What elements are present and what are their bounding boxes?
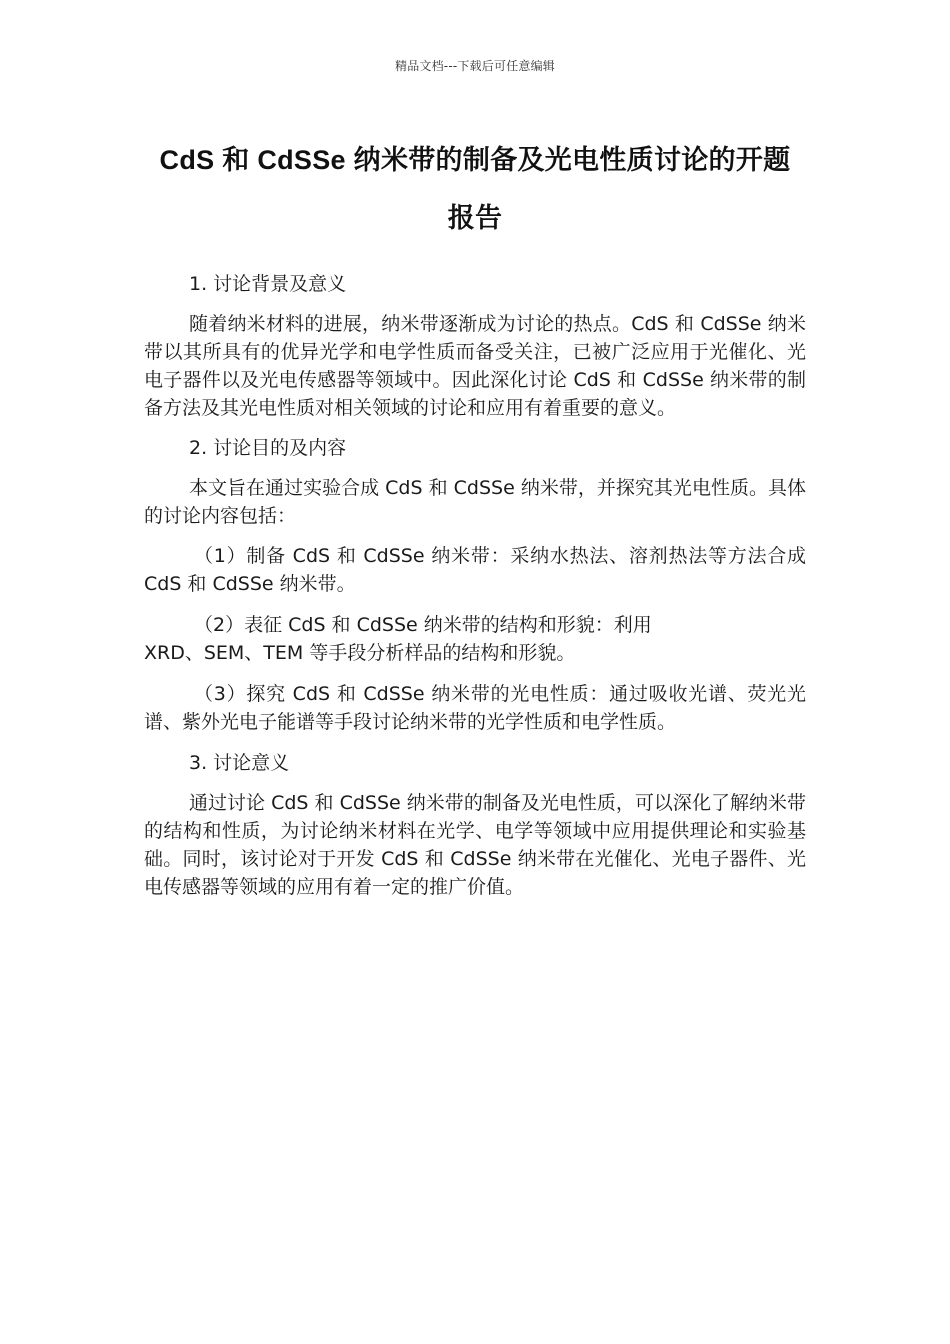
document-title-line1: CdS 和 CdSSe 纳米带的制备及光电性质讨论的开题 bbox=[159, 145, 791, 175]
section2-item2-part1: （2）表征 CdS 和 CdSSe 纳米带的结构和形貌：利用 bbox=[194, 614, 652, 636]
section1-heading: 1. 讨论背景及意义 bbox=[189, 273, 347, 295]
section2-item1: （1）制备 CdS 和 CdSSe 纳米带：采纳水热法、溶剂热法等方法合成 CdS 和 CdSSe 纳米带。 bbox=[144, 545, 806, 595]
section2-heading: 2. 讨论目的及内容 bbox=[189, 437, 347, 459]
document-title-line2: 报告 bbox=[447, 203, 503, 233]
section2-item2-part2: XRD、SEM、TEM 等手段分析样品的结构和形貌。 bbox=[144, 642, 576, 664]
section2-item2 bbox=[144, 611, 806, 667]
section2-paragraph: 本文旨在通过实验合成 CdS 和 CdSSe 纳米带，并探究其光电性质。具体的讨论内容包括： bbox=[144, 477, 806, 527]
section1-paragraph: 随着纳米材料的进展，纳米带逐渐成为讨论的热点。CdS 和 CdSSe 纳米带以其所具有的优异光学和电学性质而备受关注，已被广泛应用于光催化、光电子器件以及光电传感器等领域中。因此深化讨论 CdS 和 CdSSe 纳米带的制备方法及其光电性质对相关领域的讨论和应用有着重要的意义。 bbox=[144, 313, 806, 419]
section3-heading: 3. 讨论意义 bbox=[189, 752, 290, 774]
watermark-header: 精品文档---下载后可任意编辑 bbox=[395, 59, 555, 73]
section2-item3: （3）探究 CdS 和 CdSSe 纳米带的光电性质：通过吸收光谱、荧光光谱、紫外光电子能谱等手段讨论纳米带的光学性质和电学性质。 bbox=[144, 683, 806, 733]
document-body bbox=[144, 270, 806, 913]
section3-paragraph: 通过讨论 CdS 和 CdSSe 纳米带的制备及光电性质，可以深化了解纳米带的结构和性质，为讨论纳米材料在光学、电学等领域中应用提供理论和实验基础。同时，该讨论对于开发 CdS 和 CdSSe 纳米带在光催化、光电子器件、光电传感器等领域的应用有着一定的推广价值。 bbox=[144, 792, 806, 898]
